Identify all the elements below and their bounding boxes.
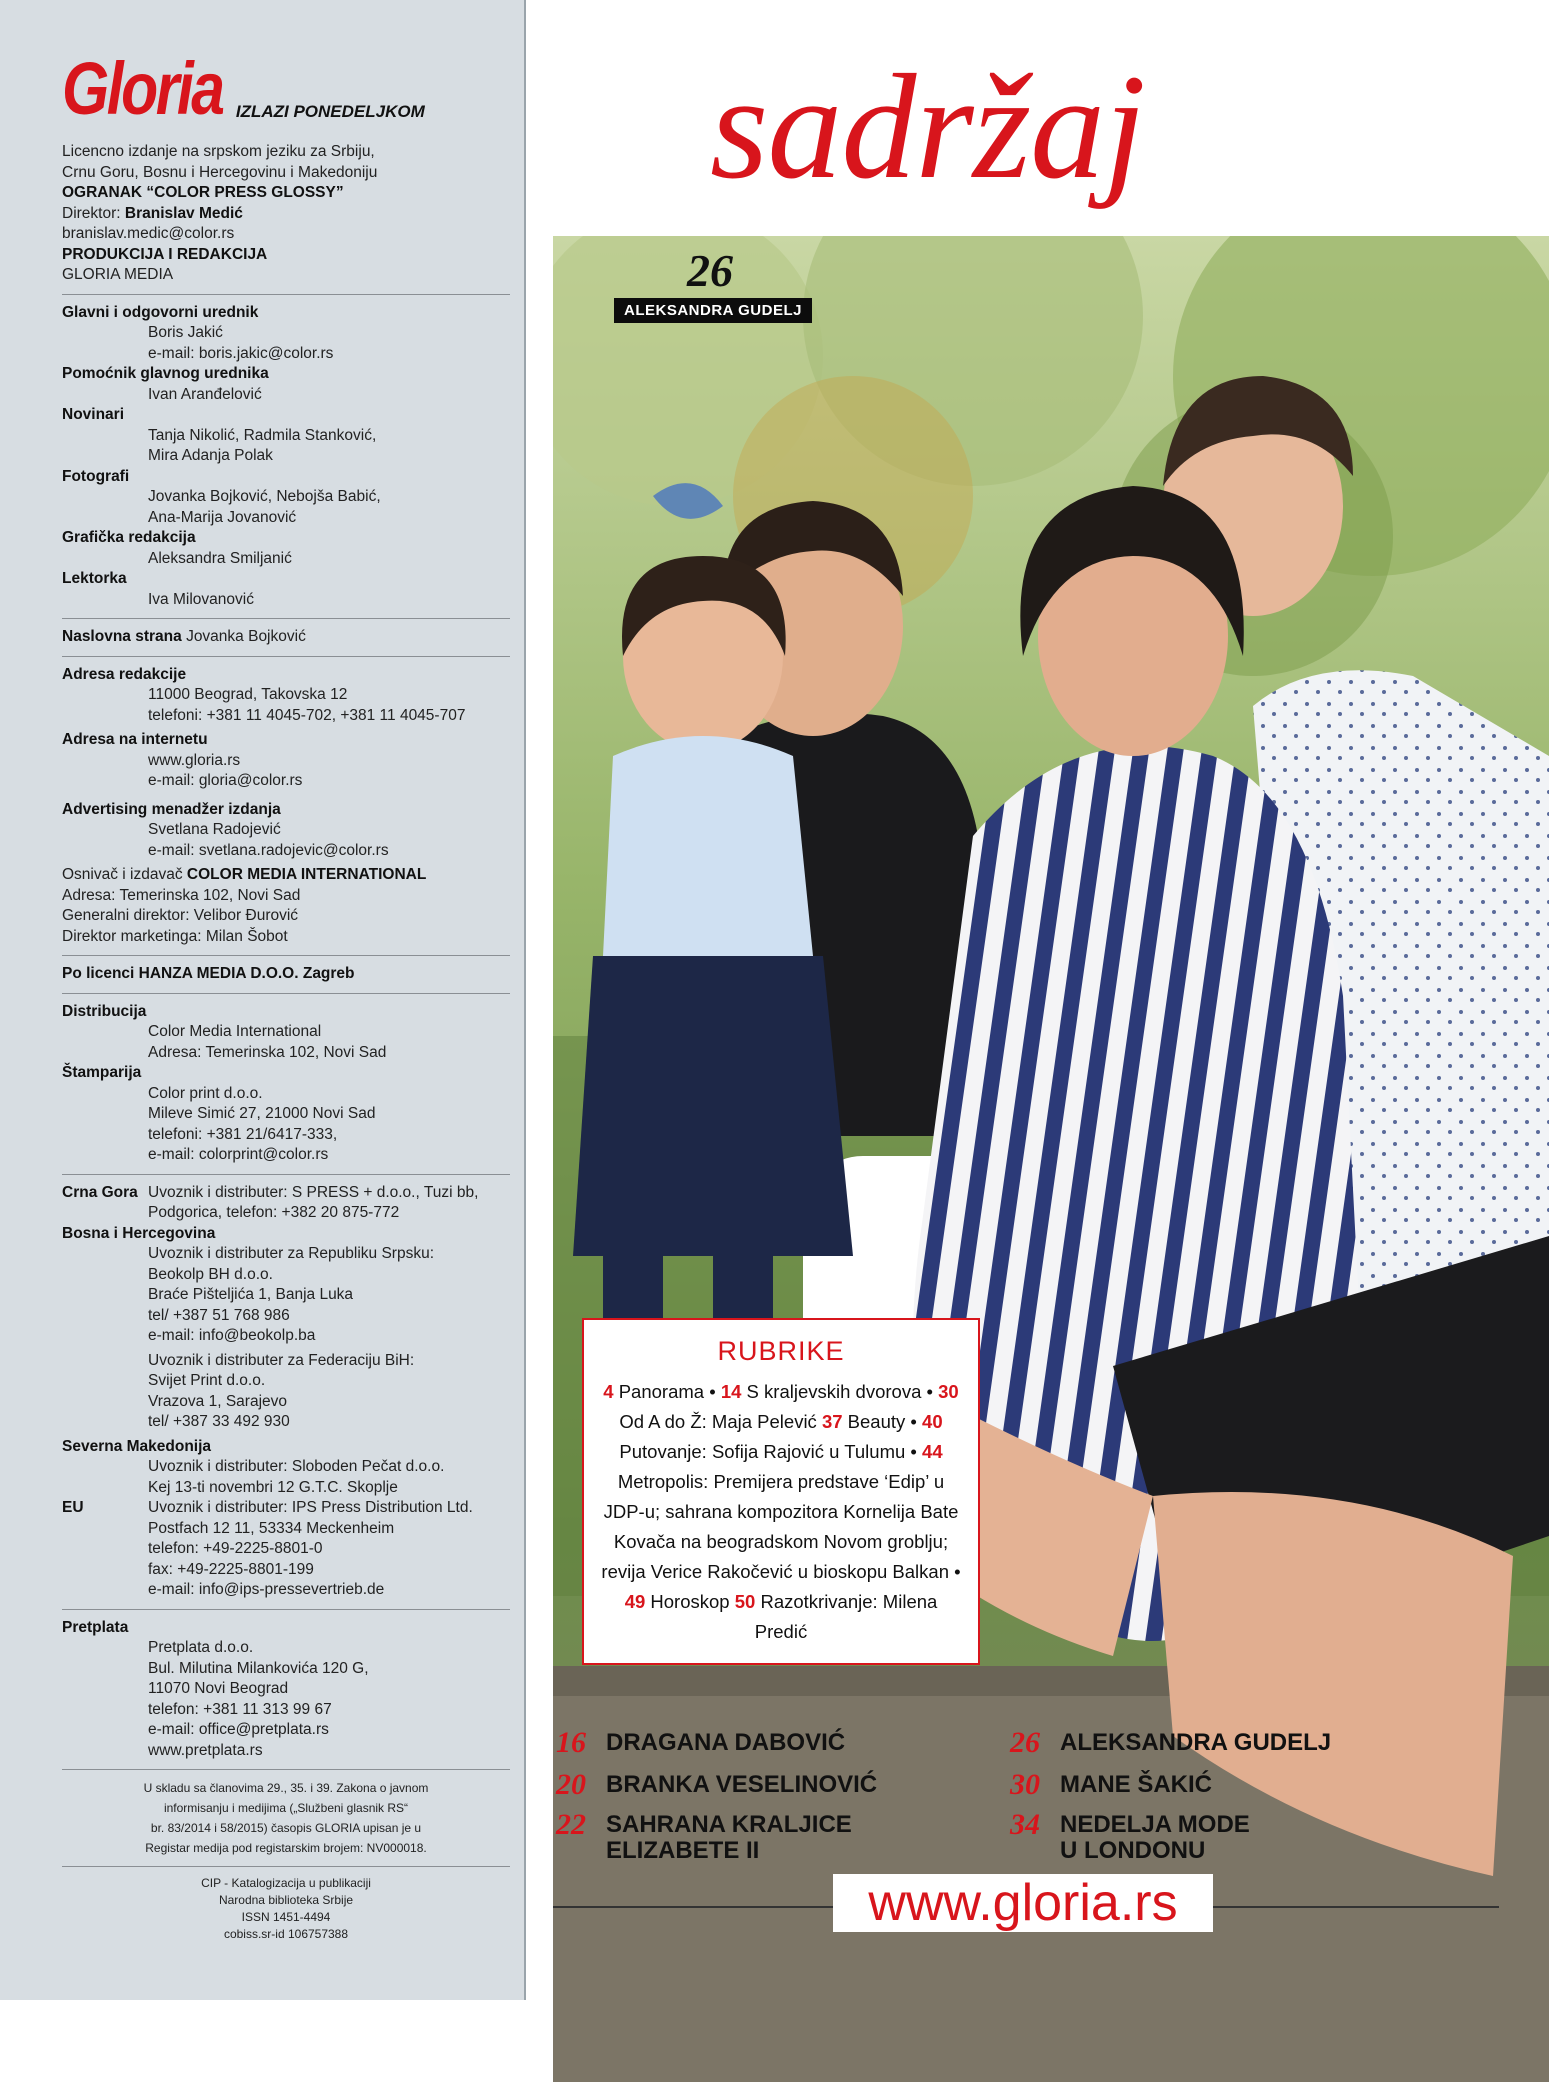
bih-line: Beokolp BH d.o.o. [148, 1265, 273, 1283]
editor-name: Boris Jakić [148, 324, 223, 341]
staff-section [62, 294, 510, 611]
montenegro-label: Crna Gora [62, 1183, 138, 1201]
cover-credit-section [62, 618, 510, 648]
director-name: Branislav Medić [124, 204, 243, 222]
photographers-label: Fotografi [62, 467, 130, 485]
subscription-email[interactable]: e-mail: office@pretplata.rs [148, 1721, 329, 1738]
article-page-number: 30 [1010, 1768, 1040, 1801]
subscription-website[interactable]: www.pretplata.rs [148, 1741, 263, 1759]
article-page-number: 20 [556, 1768, 586, 1801]
subscription-line: telefon: +381 11 313 99 67 [148, 1700, 332, 1718]
rubrike-item[interactable] [625, 1591, 735, 1612]
article-title-block [1060, 1812, 1250, 1864]
print-line: telefoni: +381 21/6417-333, [148, 1125, 338, 1143]
article-title: BRANKA VESELINOVIĆ [606, 1771, 878, 1798]
article-entry[interactable] [556, 1768, 878, 1801]
cip-line: CIP - Katalogizacija u publikaciji [201, 1876, 371, 1890]
contact-email[interactable]: e-mail: gloria@color.rs [148, 772, 303, 789]
website-link[interactable]: www.gloria.rs [148, 751, 241, 769]
macedonia-line: Kej 13-ti novembri 12 G.T.C. Skoplje [148, 1478, 398, 1496]
article-entry[interactable] [1010, 1726, 1332, 1759]
rubrike-item-text: Panorama • [613, 1381, 721, 1402]
rubrike-page-number: 14 [720, 1381, 742, 1402]
photographers-line: Ana-Marija Jovanović [148, 508, 297, 526]
international-section [62, 1174, 510, 1601]
branch-name: OGRANAK “COLOR PRESS GLOSSY” [62, 184, 344, 201]
cover-credit-label: Naslovna strana [62, 628, 182, 645]
rubrike-page-number: 49 [624, 1591, 646, 1612]
rubrike-item[interactable] [822, 1411, 922, 1432]
rubrike-box [582, 1318, 980, 1665]
license-line: Crnu Goru, Bosnu i Hercegovinu i Makedoniju [62, 163, 378, 181]
address-line: 11000 Beograd, Takovska 12 [148, 686, 348, 703]
article-page-number: 22 [556, 1808, 586, 1841]
journalists-line: Tanja Nikolić, Radmila Stanković, [148, 426, 377, 444]
cip-line: ISSN 1451-4494 [241, 1910, 331, 1924]
article-page-number: 34 [1010, 1808, 1040, 1841]
cover-photo[interactable] [553, 236, 1549, 2082]
cover-credit-name: Jovanka Bojković [186, 628, 306, 645]
director-line [62, 204, 510, 225]
founder-label: Osnivač i izdavač [62, 866, 183, 883]
cip-line: cobiss.sr-id 106757388 [223, 1927, 349, 1941]
article-entry[interactable] [1010, 1768, 1213, 1801]
divider-line [553, 1906, 843, 1908]
eu-line: e-mail: info@ips-pressevertrieb.de [148, 1581, 385, 1598]
article-title: ALEKSANDRA GUDELJ [1060, 1729, 1332, 1756]
journalists-label: Novinari [62, 406, 125, 423]
article-title-line2: U LONDONU [1060, 1837, 1206, 1864]
distribution-line: Color Media International [148, 1023, 322, 1040]
proof-name: Iva Milovanović [148, 590, 254, 608]
founder-name: COLOR MEDIA INTERNATIONAL [186, 866, 427, 883]
legal-line: Registar medija pod registarskim brojem: NV000018. [145, 1841, 427, 1855]
subscription-line: 11070 Novi Beograd [148, 1680, 289, 1697]
page-title: sadržaj [710, 44, 1145, 210]
cip-line: Narodna biblioteka Srbije [218, 1893, 354, 1907]
print-line: Mileve Simić 27, 21000 Novi Sad [148, 1105, 376, 1122]
rubrike-list [598, 1377, 964, 1647]
article-title: DRAGANA DABOVIĆ [606, 1729, 846, 1756]
eu-line: telefon: +49-2225-8801-0 [148, 1540, 323, 1557]
rubrike-item[interactable] [735, 1591, 938, 1642]
legal-line: U skladu sa članovima 29., 35. i 39. Zakona o javnom [143, 1781, 429, 1795]
ad-manager-email[interactable]: e-mail: svetlana.radojevic@color.rs [148, 841, 389, 859]
article-title-block [606, 1812, 852, 1864]
proof-label: Lektorka [62, 570, 127, 587]
journalists-line: Mira Adanja Polak [148, 447, 273, 464]
rubrike-item[interactable] [721, 1381, 938, 1402]
article-title: MANE ŠAKIĆ [1060, 1771, 1213, 1798]
license-by: Po licenci HANZA MEDIA D.O.O. Zagreb [62, 965, 355, 982]
montenegro-line: Uvoznik i distributer: S PRESS + d.o.o., Tuzi bb, [148, 1183, 479, 1201]
editor-label: Glavni i odgovorni urednik [62, 303, 259, 321]
rubrike-item-text: Putovanje: Sofija Rajović u Tulumu • [619, 1441, 923, 1462]
rubrike-page-number: 37 [821, 1411, 843, 1432]
website-footer [553, 1874, 1499, 1934]
article-page-number: 16 [556, 1726, 586, 1759]
rubrike-item[interactable] [603, 1381, 721, 1402]
cover-story-label[interactable]: ALEKSANDRA GUDELJ [614, 298, 812, 323]
rubrike-item[interactable] [601, 1441, 960, 1582]
ad-manager-label: Advertising menadžer izdanja [62, 800, 281, 818]
address-label: Adresa redakcije [62, 665, 187, 683]
license-by-section [62, 955, 510, 985]
director-email: branislav.medic@color.rs [62, 225, 235, 242]
macedonia-label: Severna Makedonija [62, 1437, 212, 1455]
distribution-line: Adresa: Temerinska 102, Novi Sad [148, 1043, 387, 1061]
legal-notice [62, 1769, 510, 1858]
director-label: Direktor: [62, 204, 121, 222]
subscription-section [62, 1609, 510, 1762]
rubrike-page-number: 40 [922, 1411, 943, 1432]
girl-skirt [573, 956, 853, 1256]
bih-line: tel/ +387 33 492 930 [148, 1413, 290, 1430]
imprint-column [0, 0, 526, 2000]
rubrike-heading: RUBRIKE [717, 1336, 845, 1366]
article-entry[interactable] [556, 1726, 846, 1759]
eu-line: fax: +49-2225-8801-199 [148, 1560, 314, 1578]
legal-line: br. 83/2014 i 58/2015) časopis GLORIA upisan je u [150, 1821, 422, 1835]
rubrike-item-text: Razotkrivanje: Milena Predić [754, 1591, 938, 1642]
article-entry[interactable] [1010, 1808, 1250, 1864]
masthead [62, 38, 510, 130]
rubrike-item-text: Metropolis: Premijera predstave ‘Edip’ u JDP-u; sahrana kompozitora Kornelija Bate Kovača na beogradskom Novom groblju; revija Verice Rakočević u bioskopu Balkan • [601, 1471, 961, 1582]
general-director: Generalni direktor: Velibor Đurović [62, 907, 299, 924]
bih-line: Svijet Print d.o.o. [148, 1372, 266, 1389]
bih-label: Bosna i Hercegovina [62, 1224, 216, 1242]
girl-blouse [603, 736, 813, 956]
cover-photo-illustration [553, 236, 1549, 2082]
eu-label: EU [62, 1499, 84, 1516]
bih-line: e-mail: info@beokolp.ba [148, 1327, 316, 1344]
address-phones: telefoni: +381 11 4045-702, +381 11 4045-707 [148, 706, 466, 724]
divider-line [1203, 1906, 1499, 1908]
article-title: NEDELJA MODE [1060, 1811, 1250, 1838]
print-line: e-mail: colorprint@color.rs [148, 1146, 329, 1163]
subscription-label: Pretplata [62, 1618, 129, 1636]
rubrike-page-number: 44 [922, 1441, 943, 1462]
bih-line: Uvoznik i distributer za Federaciju BiH: [148, 1351, 415, 1369]
photographers-line: Jovanka Bojković, Nebojša Babić, [148, 488, 381, 505]
publication-schedule: IZLAZI PONEDELJKOM [235, 102, 425, 121]
contact-section [62, 656, 510, 948]
assistant-label: Pomoćnik glavnog urednika [62, 365, 269, 382]
eu-line: Uvoznik i distributer: IPS Press Distribution Ltd. [148, 1499, 473, 1516]
rubrike-item-text: Beauty • [842, 1411, 923, 1432]
rubrike-page-number: 4 [603, 1381, 614, 1402]
gloria-logo: Gloria [62, 47, 223, 130]
marketing-director: Direktor marketinga: Milan Šobot [62, 927, 288, 945]
rubrike-item-text: Horoskop [645, 1591, 735, 1612]
bih-line: Uvoznik i distributer za Republiku Srpsku: [148, 1245, 435, 1262]
cip-notice [62, 1866, 510, 1943]
rubrike-item-text: S kraljevskih dvorova • [741, 1381, 939, 1402]
license-block [62, 142, 510, 286]
license-line: Licencno izdanje na srpskom jeziku za Srbiju, [62, 143, 375, 160]
graphics-label: Grafička redakcija [62, 529, 196, 546]
production-name: GLORIA MEDIA [62, 266, 174, 283]
article-title-line2: ELIZABETE II [606, 1837, 760, 1864]
production-label: PRODUKCIJA I REDAKCIJA [62, 245, 268, 263]
website-url[interactable]: www.gloria.rs [833, 1874, 1213, 1932]
distribution-label: Distribucija [62, 1002, 147, 1020]
founder-address: Adresa: Temerinska 102, Novi Sad [62, 886, 301, 904]
ad-manager-name: Svetlana Radojević [148, 821, 281, 838]
subscription-line: Bul. Milutina Milankovića 120 G, [148, 1659, 369, 1677]
founder-line [62, 865, 510, 886]
web-label: Adresa na internetu [62, 731, 208, 748]
print-line: Color print d.o.o. [148, 1084, 263, 1102]
eu-line: Postfach 12 11, 53334 Meckenheim [148, 1519, 395, 1537]
cover-story-number[interactable]: 26 [687, 245, 733, 296]
subscription-line: Pretplata d.o.o. [148, 1639, 254, 1656]
rubrike-item-text: Od A do Ž: Maja Pelević [619, 1411, 822, 1432]
article-entry[interactable] [556, 1808, 852, 1864]
article-title: SAHRANA KRALJICE [606, 1811, 852, 1838]
eu-row [62, 1498, 510, 1519]
print-label: Štamparija [62, 1064, 142, 1081]
macedonia-line: Uvoznik i distributer: Sloboden Pečat d.o.o. [148, 1458, 445, 1475]
bih-line: Braće Pišteljića 1, Banja Luka [148, 1286, 354, 1303]
rubrike-page-number: 50 [734, 1591, 756, 1612]
legal-line: informisanju i medijima („Službeni glasnik RS“ [163, 1801, 409, 1815]
distribution-section [62, 993, 510, 1166]
article-page-number: 26 [1010, 1726, 1040, 1759]
montenegro-line: Podgorica, telefon: +382 20 875-772 [148, 1204, 400, 1221]
graphics-name: Aleksandra Smiljanić [148, 549, 292, 567]
montenegro-row [62, 1183, 510, 1204]
rubrike-page-number: 30 [938, 1381, 959, 1402]
editor-email: e-mail: boris.jakic@color.rs [148, 344, 334, 362]
cover-credit-line [62, 627, 510, 648]
bih-line: tel/ +387 51 768 986 [148, 1306, 290, 1324]
bih-line: Vrazova 1, Sarajevo [148, 1392, 288, 1410]
assistant-name: Ivan Aranđelović [148, 385, 262, 403]
